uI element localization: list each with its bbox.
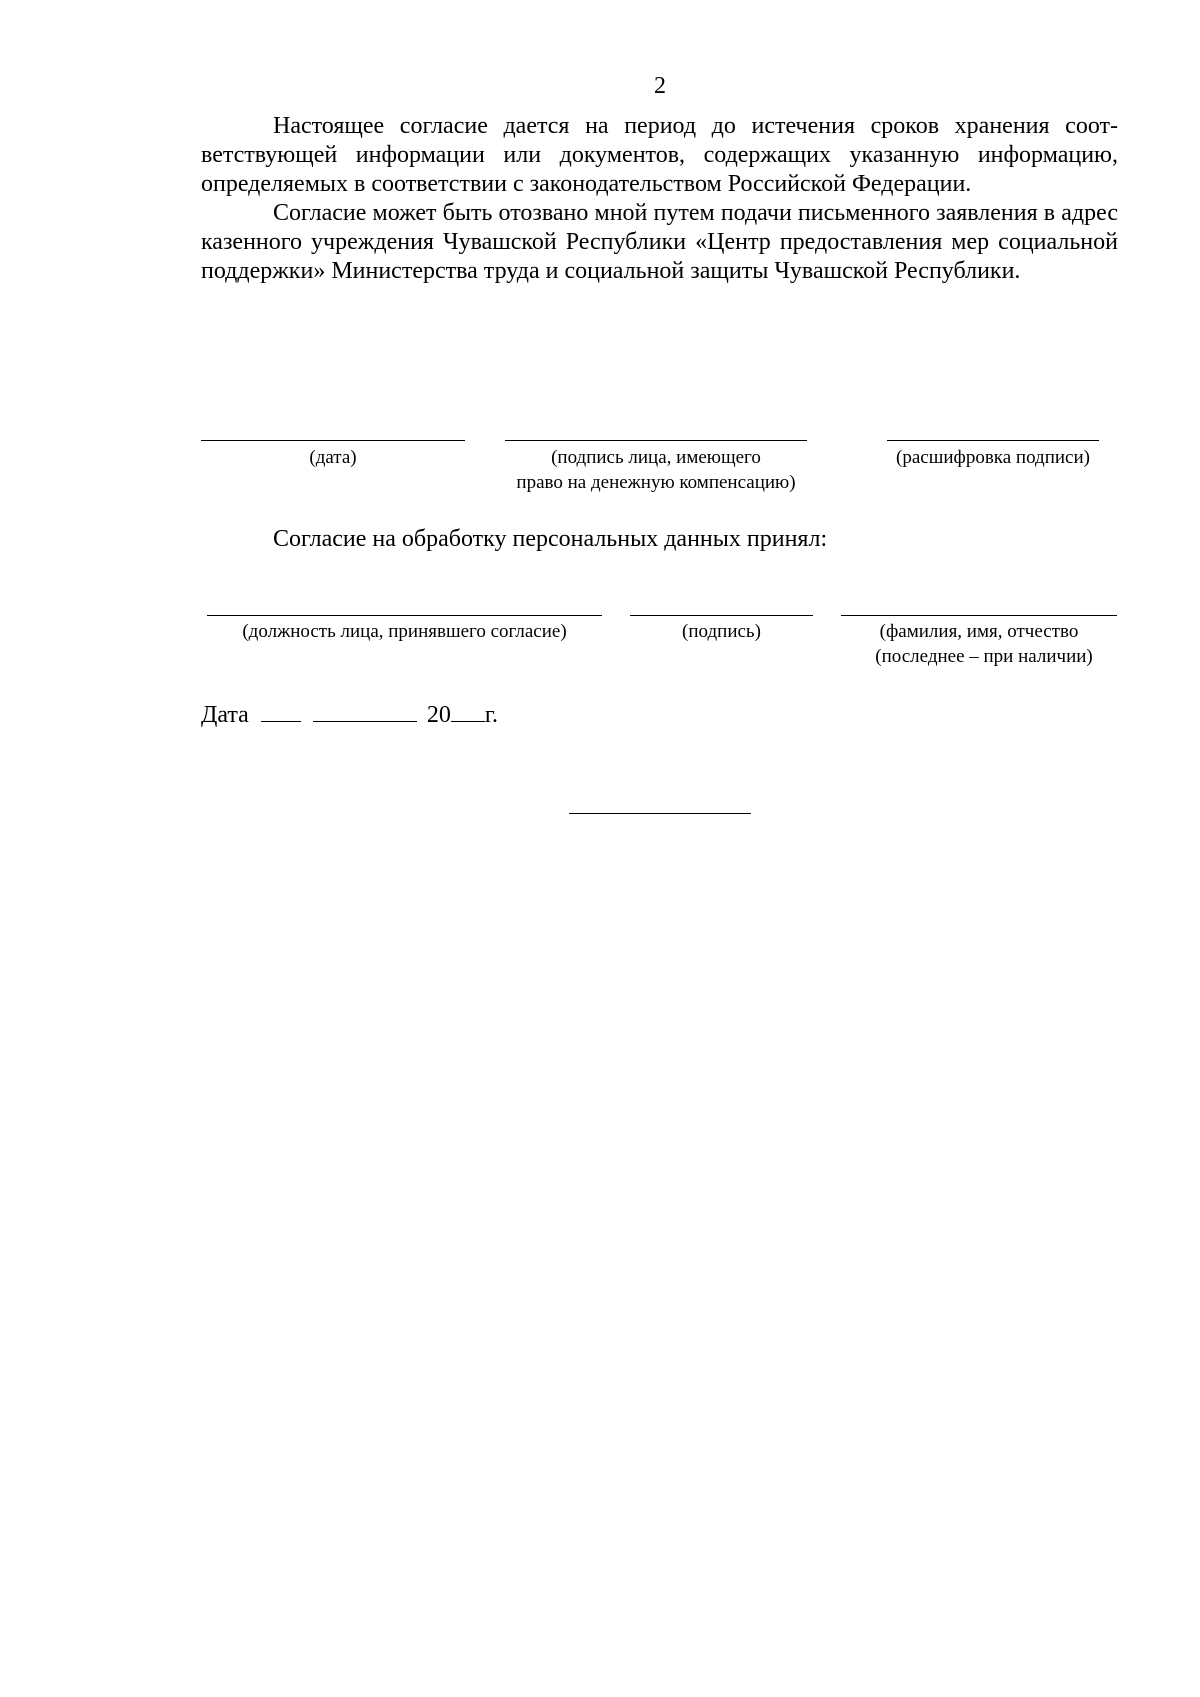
- year-suffix: г.: [484, 702, 498, 728]
- receiver-name-line: [841, 615, 1117, 616]
- day-blank: [261, 701, 301, 722]
- year-prefix: 20: [426, 702, 451, 728]
- consent-body-text: [201, 112, 1118, 286]
- year-blank: [451, 701, 485, 722]
- end-of-document-line: [569, 813, 751, 814]
- paragraph-consent-period: Настоящее согласие дается на период до истечения сроков хранения соответствующей информации или документов, содержащих указанную информацию, определяемых в соответствии с законодательством Российской Федерации.: [201, 113, 1118, 197]
- date-caption: (дата): [309, 447, 357, 468]
- receiver-signature-line: [630, 615, 813, 616]
- paragraph-consent-revocation: Согласие может быть отозвано мной путем подачи письменного заявления в адрес казенного учреждения Чувашской Республики «Центр предоставления мер социальной поддержки» Министерства труда и социальной защиты Чувашской Республики.: [201, 200, 1118, 284]
- receiver-position-caption: (должность лица, принявшего согласие): [242, 621, 567, 642]
- receiver-position-line: [207, 615, 602, 616]
- applicant-signature-caption-line1: (подпись лица, имеющего: [551, 447, 761, 468]
- date-signature-line: [201, 440, 465, 441]
- signature-decoding-line: [887, 440, 1099, 441]
- signature-decoding-caption: (расшифровка подписи): [896, 447, 1090, 468]
- receiver-signature-caption: (подпись): [682, 621, 761, 642]
- receiver-name-caption-line2: (последнее – при наличии): [875, 646, 1093, 667]
- month-blank: [313, 701, 417, 722]
- date-label: Дата: [201, 702, 249, 728]
- consent-accepted-label: Согласие на обработку персональных данных принял:: [273, 526, 828, 552]
- page-number: 2: [654, 73, 666, 99]
- applicant-signature-caption-line2: право на денежную компенсацию): [516, 472, 796, 493]
- applicant-signature-line: [505, 440, 807, 441]
- receiver-name-caption-line1: (фамилия, имя, отчество: [879, 621, 1079, 642]
- date-field: [201, 700, 498, 730]
